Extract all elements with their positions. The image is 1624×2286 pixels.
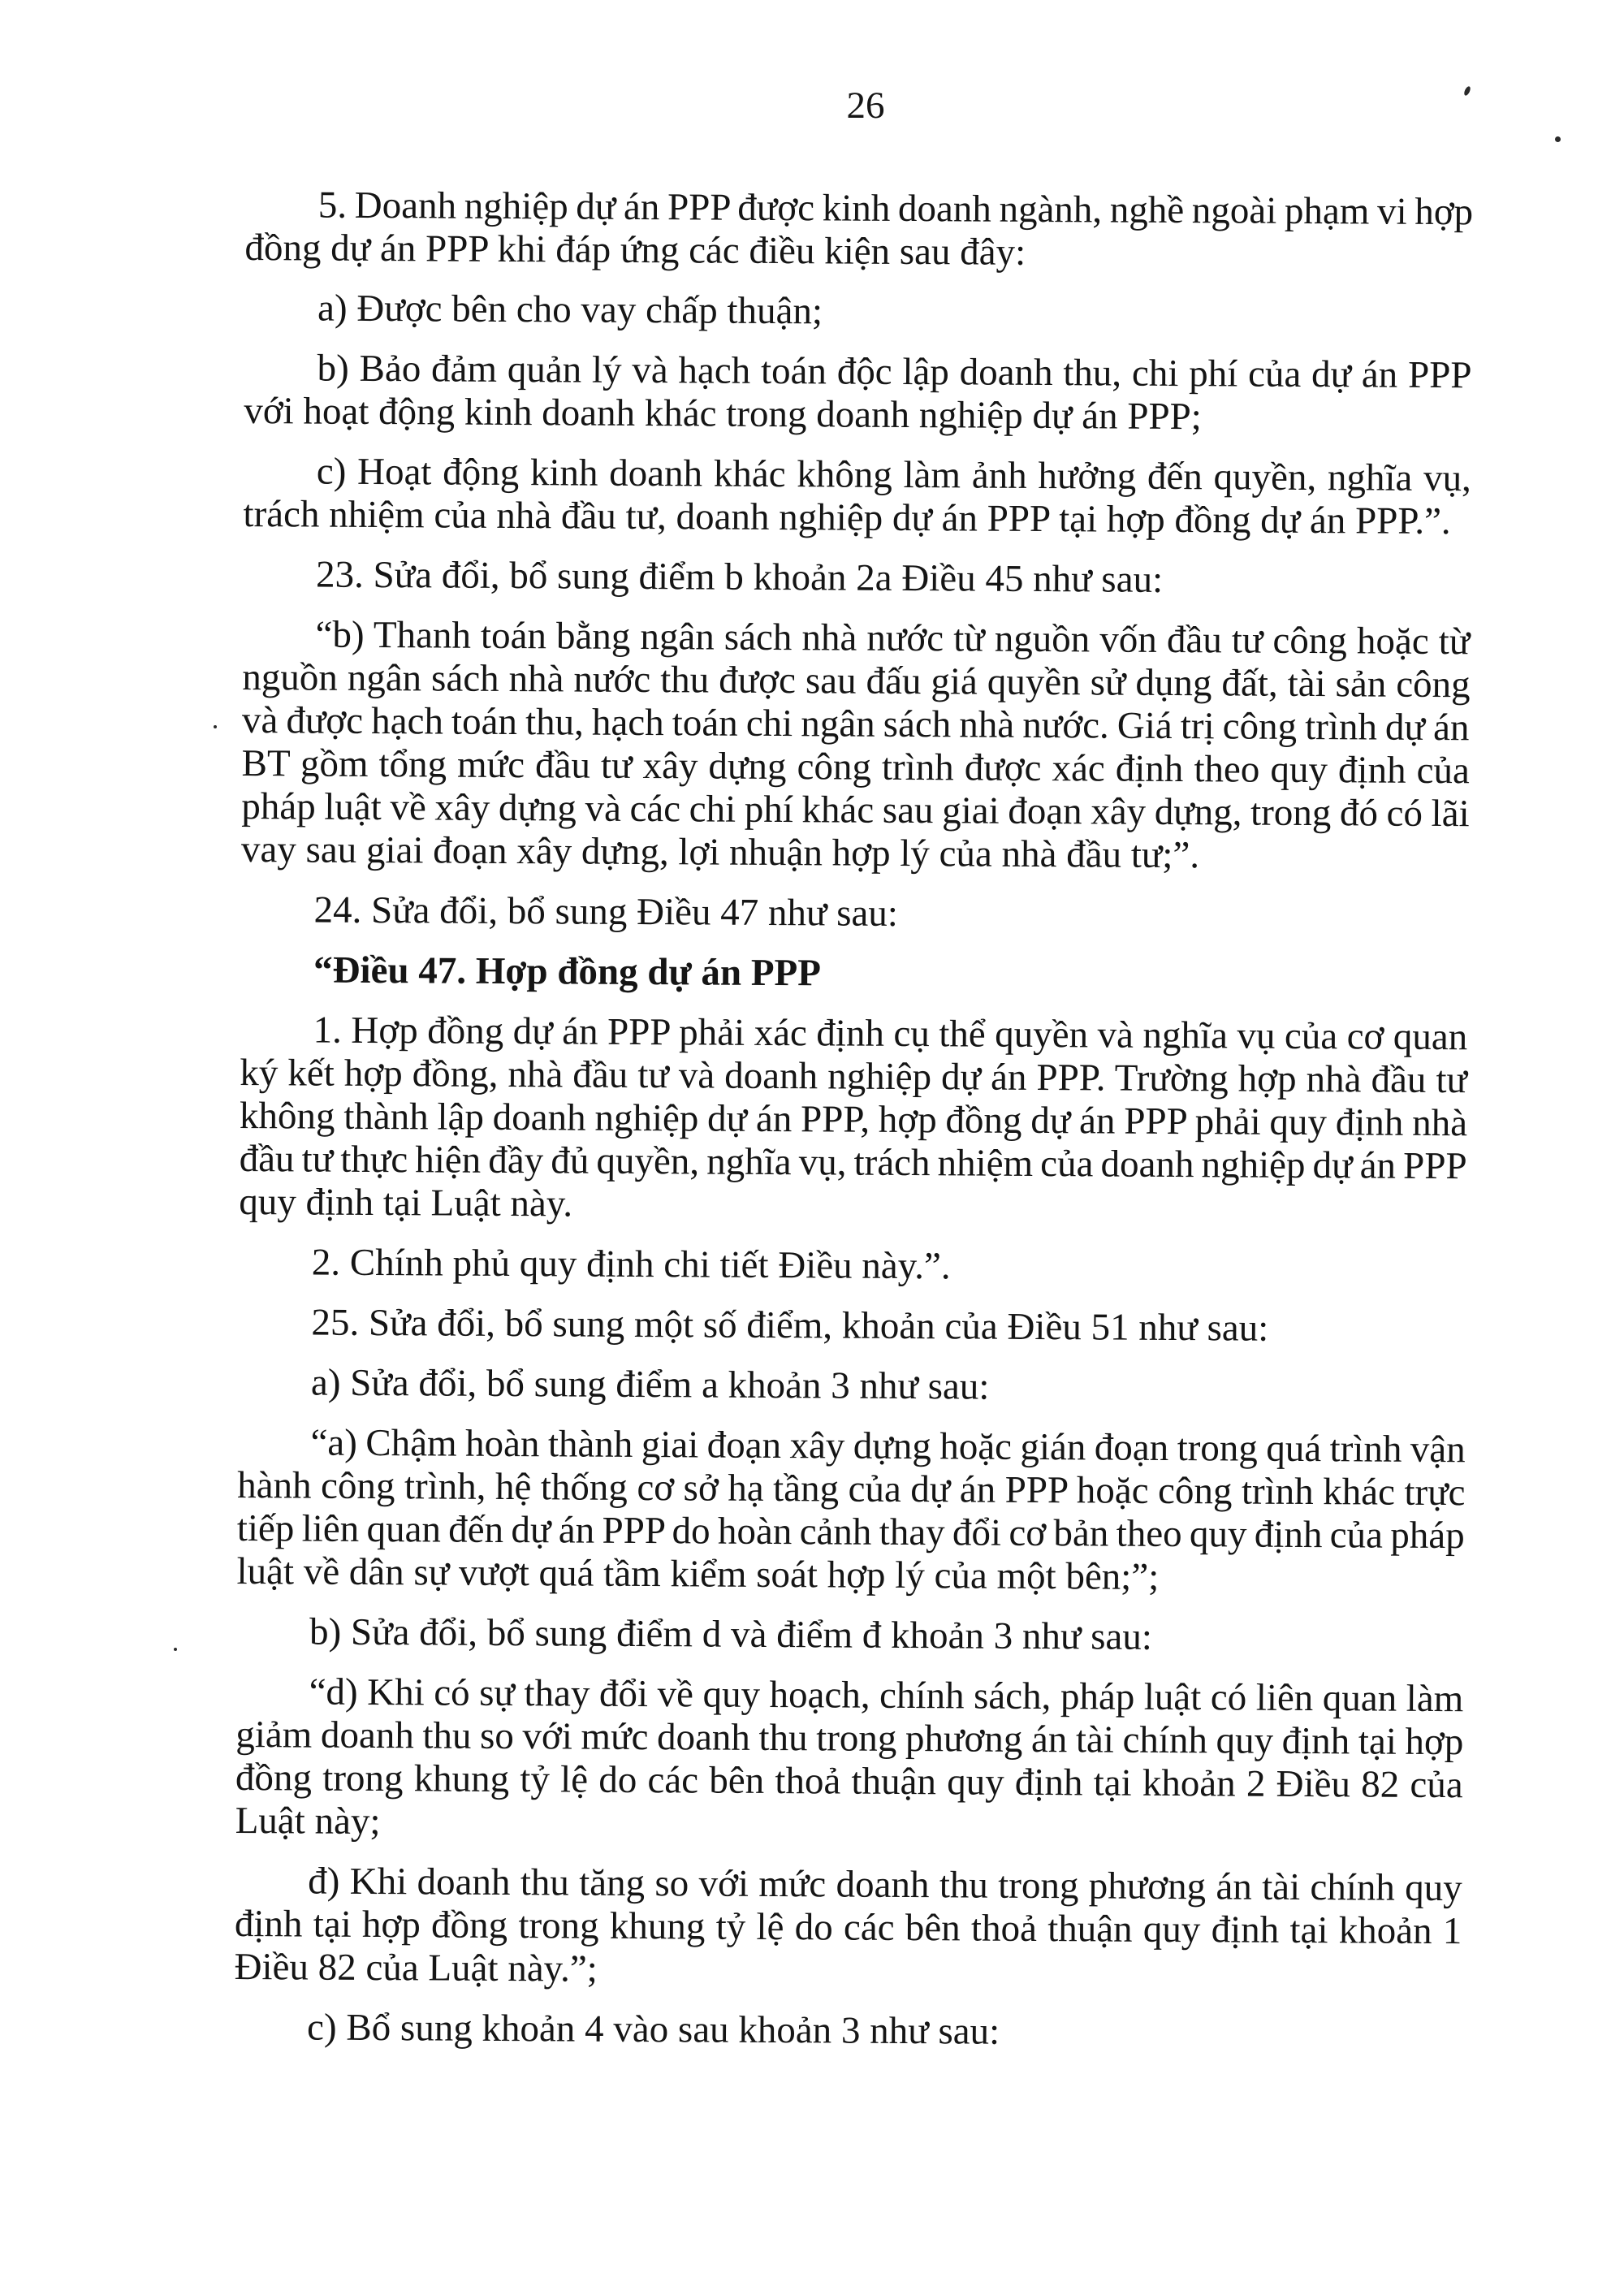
text-line: BT gồm tổng mức đầu tư xây dựng công trình được xác định theo quy định của (241, 741, 1470, 793)
text-line: c) Bổ sung khoản 4 vào sau khoản 3 như sau: (306, 2006, 1000, 2053)
point-dd-revenue-increase (234, 1860, 1462, 1996)
text-line: nguồn ngân sách nhà nước thu được sau đấu giá quyền sử dụng đất, tài sản công (242, 655, 1471, 707)
text-line: định tại hợp đồng trong khung tỷ lệ do các bên thoả thuận quy định tại khoản 1 (234, 1902, 1462, 1953)
point-c-other-business (243, 450, 1471, 543)
text-line: 23. Sửa đổi, bổ sung điểm b khoản 2a Điều 45 như sau: (315, 553, 1164, 601)
text-line: a) Sửa đổi, bổ sung điểm a khoản 3 như sau: (310, 1361, 990, 1408)
article-47-heading (240, 949, 1468, 999)
text-line: đầu tư thực hiện đầy đủ quyền, nghĩa vụ, trách nhiệm của doanh nghiệp dự án PPP (239, 1137, 1467, 1188)
text-line: Luật này; (235, 1799, 381, 1843)
text-line: hành công trình, hệ thống cơ sở hạ tầng của dự án PPP hoặc công trình khác trực (237, 1463, 1466, 1515)
text-line: đồng trong khung tỷ lệ do các bên thoả thuận quy định tại khoản 2 Điều 82 của (235, 1756, 1463, 1807)
text-line: “d) Khi có sự thay đổi về quy hoạch, chính sách, pháp luật có liên quan làm (309, 1670, 1464, 1721)
text-line: đồng dự án PPP khi đáp ứng các điều kiện sau đây: (244, 226, 1026, 274)
text-line: a) Được bên cho vay chấp thuận; (317, 287, 823, 333)
point-a-lender-approval (244, 287, 1472, 337)
scan-speck (1555, 136, 1561, 142)
text-line: “a) Chậm hoàn thành giai đoạn xây dựng hoặc gián đoạn trong quá trình vận (310, 1421, 1466, 1471)
scan-speck (1463, 85, 1472, 96)
text-line: vay sau giai đoạn xây dựng, lợi nhuận hợp lý của nhà đầu tư;”. (240, 828, 1200, 877)
text-line: 5. Doanh nghiệp dự án PPP được kinh doanh ngành, nghề ngoài phạm vi hợp (317, 184, 1474, 234)
text-line: trách nhiệm của nhà đầu tư, doanh nghiệp dự án PPP tại hợp đồng dự án PPP.”. (243, 492, 1451, 543)
clause-5-paragraph (244, 184, 1473, 277)
item-23-amendment (243, 553, 1471, 603)
item-24-amendment (240, 888, 1468, 939)
text-line: 25. Sửa đổi, bổ sung một số điểm, khoản của Điều 51 như sau: (311, 1301, 1269, 1350)
scan-speck (214, 725, 217, 728)
text-line: không thành lập doanh nghiệp dự án PPP, hợp đồng dự án PPP phải quy định nhà (239, 1094, 1468, 1145)
article-47-clause-1 (239, 1009, 1468, 1231)
subitem-c-amendment (234, 2006, 1462, 2056)
text-line: tiếp liên quan đến dự án PPP do hoàn cảnh thay đổi cơ bản theo quy định của pháp (236, 1506, 1465, 1558)
text-line: c) Hoạt động kinh doanh khác không làm ảnh hưởng đến quyền, nghĩa vụ, (316, 450, 1472, 500)
text-line: với hoạt động kinh doanh khác trong doanh nghiệp dự án PPP; (244, 389, 1202, 439)
point-b-payment-text (241, 613, 1471, 879)
point-b-separate-accounting (244, 347, 1472, 440)
text-line: b) Bảo đảm quản lý và hạch toán độc lập doanh thu, chi phí của dự án PPP (317, 347, 1472, 397)
text-line: quy định tại Luật này. (239, 1180, 573, 1225)
scan-speck (174, 1648, 177, 1651)
document-body (234, 184, 1473, 2073)
subitem-b-amendment (236, 1610, 1464, 1661)
text-line: pháp luật về xây dựng và các chi phí khác sau giai đoạn xây dựng, trong đó có lãi (241, 784, 1470, 836)
text-line: ký kết hợp đồng, nhà đầu tư và doanh nghiệp dự án PPP. Trường hợp nhà đầu tư (240, 1051, 1468, 1102)
text-line: giảm doanh thu so với mức doanh thu trong phương án tài chính quy định tại hợp (235, 1713, 1464, 1764)
text-line: “Điều 47. Hợp đồng dự án PPP (313, 949, 822, 995)
article-47-clause-2 (239, 1241, 1466, 1291)
text-line: 24. Sửa đổi, bổ sung Điều 47 như sau: (313, 888, 899, 935)
text-line: b) Sửa đổi, bổ sung điểm d và điểm đ khoản 3 như sau: (309, 1610, 1153, 1658)
text-line: và được hạch toán thu, hạch toán chi ngân sách nhà nước. Giá trị công trình dự án (241, 698, 1470, 750)
text-line: 2. Chính phủ quy định chi tiết Điều này.”. (311, 1241, 951, 1288)
subitem-a-amendment (238, 1361, 1466, 1411)
page-number: 26 (846, 84, 885, 127)
text-line: Điều 82 của Luật này.”; (234, 1945, 598, 1990)
item-25-amendment (238, 1301, 1466, 1351)
text-line: 1. Hợp đồng dự án PPP phải xác định cụ thể quyền và nghĩa vụ của cơ quan (313, 1009, 1468, 1059)
text-line: luật về dân sự vượt quá tầm kiểm soát hợp lý của một bên;”; (236, 1549, 1160, 1598)
point-a-delay-text (236, 1421, 1465, 1601)
text-line: đ) Khi doanh thu tăng so với mức doanh thu trong phương án tài chính quy (308, 1860, 1462, 1910)
point-d-revenue-decrease (235, 1670, 1464, 1850)
text-line: “b) Thanh toán bằng ngân sách nhà nước từ nguồn vốn đầu tư công hoặc từ (315, 613, 1471, 663)
